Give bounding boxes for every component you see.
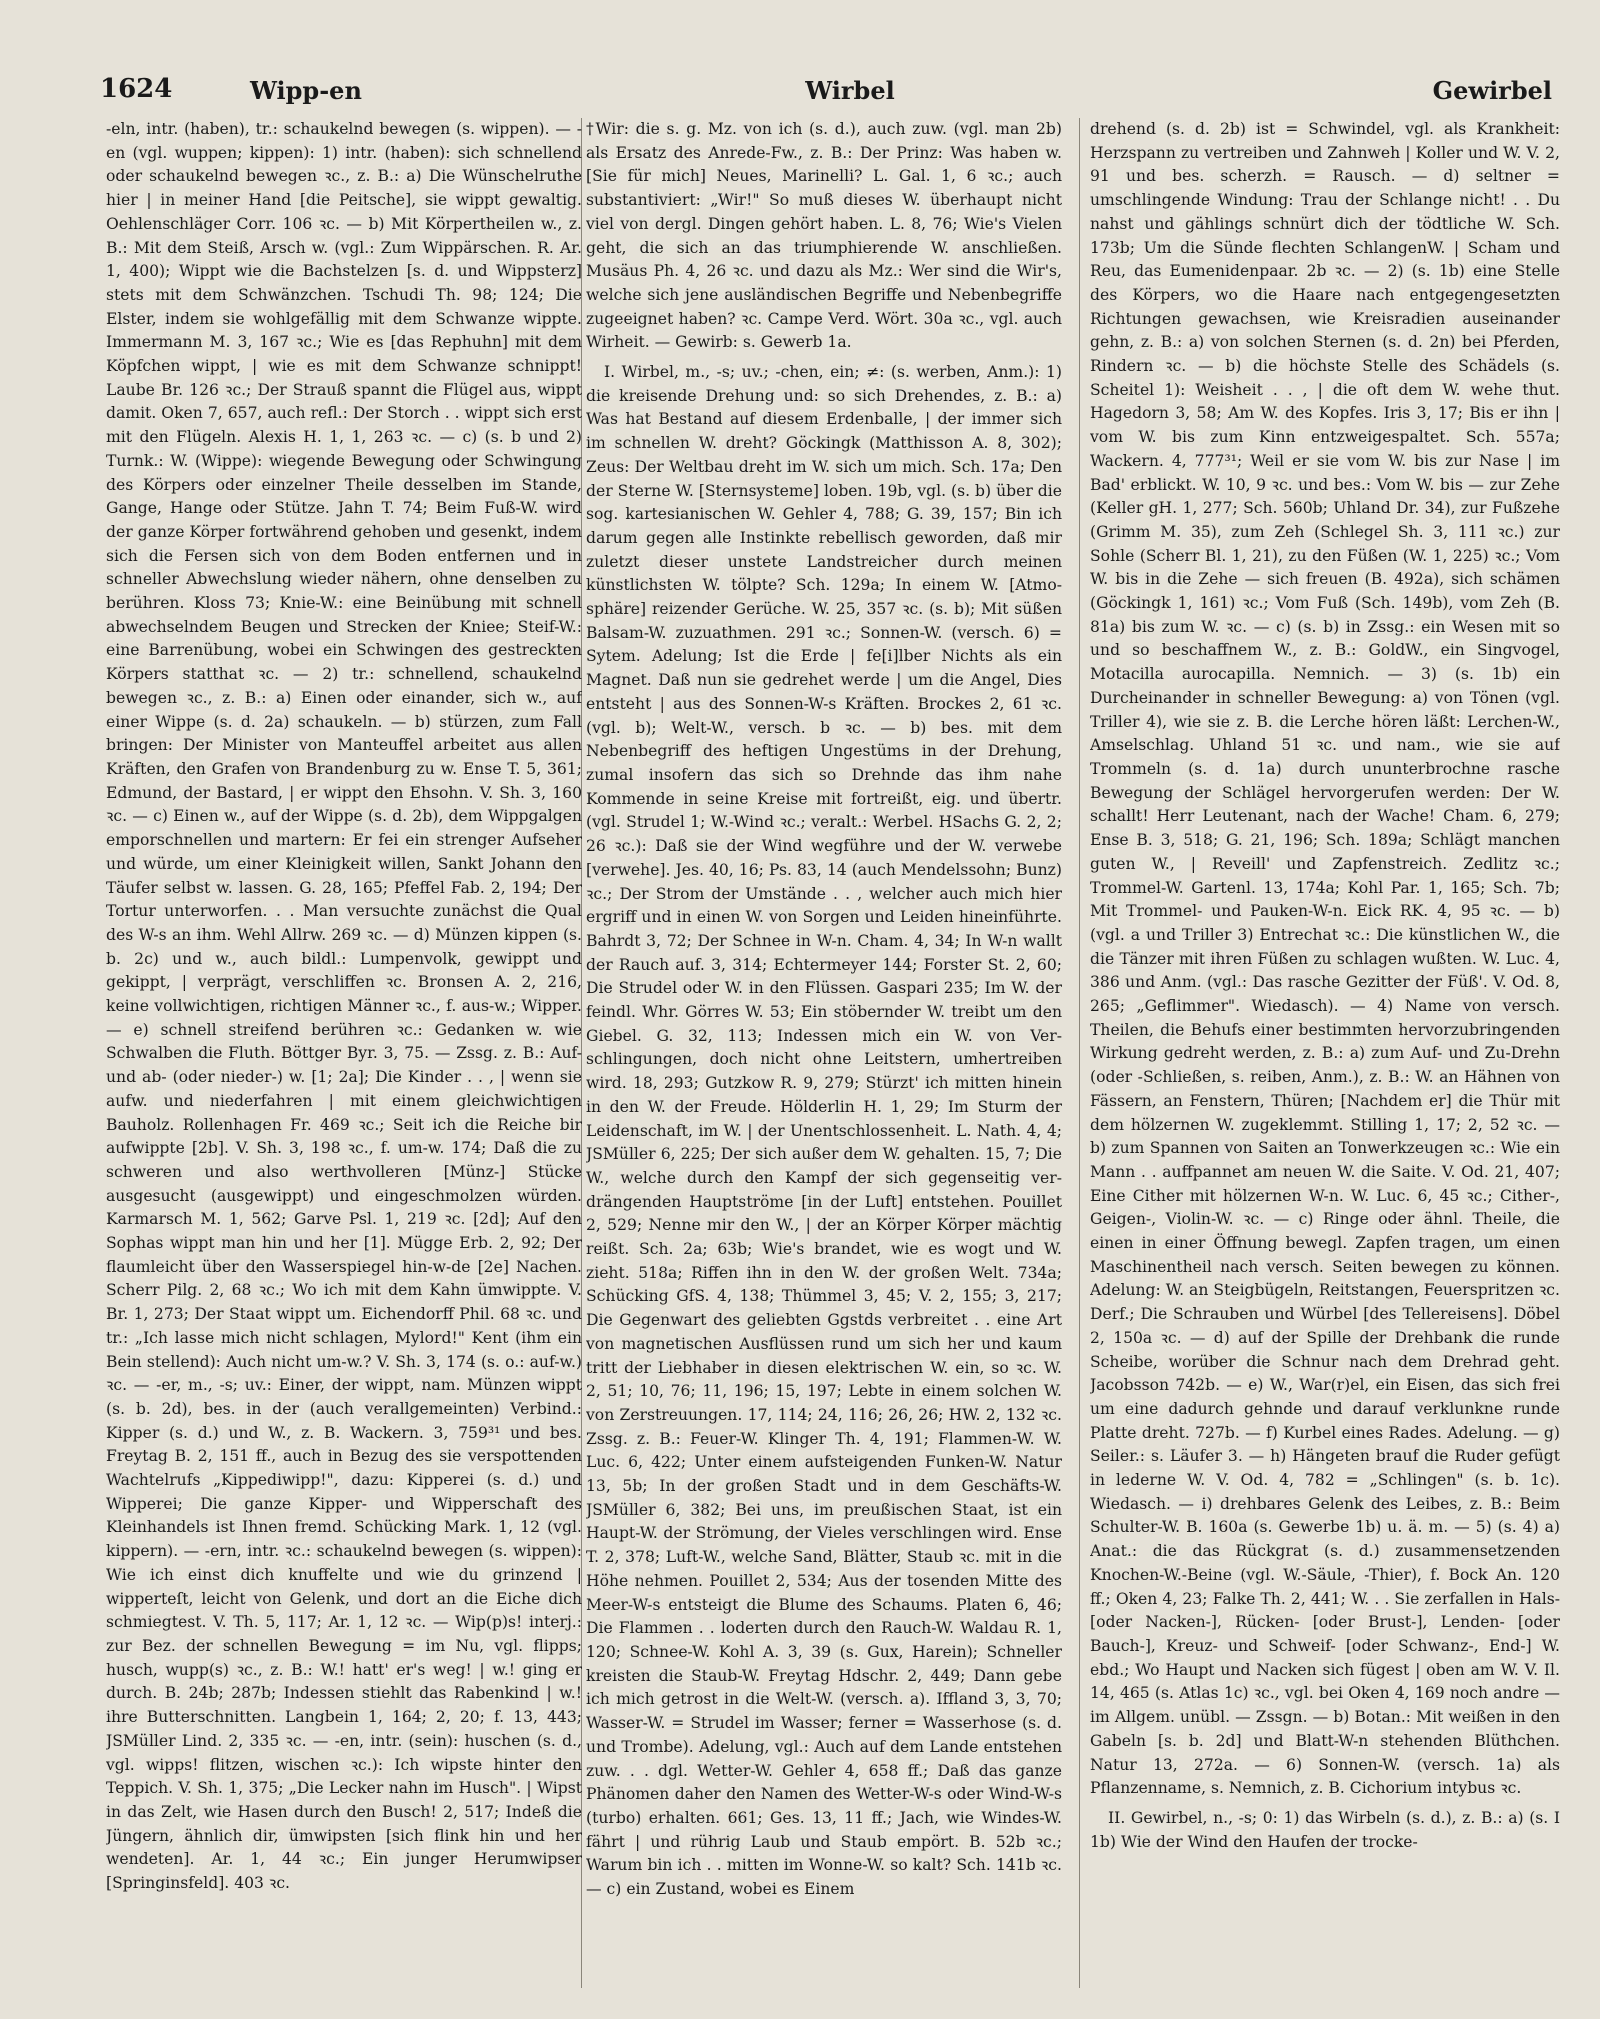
column-divider-right	[1079, 118, 1080, 1988]
column-left	[106, 118, 582, 1998]
page-header	[100, 74, 1560, 114]
entry-text: II. Gewirbel, n., -s; 0: 1) das Wirbeln (s. d.), z. B.: a) (s. I 1b) Wie der Wind den Haufen der trocke-	[1090, 1808, 1560, 1851]
center-catchword: Wirbel	[805, 76, 895, 105]
entry-text: drehend (s. d. 2b) ist = Schwindel, vgl. als Krankheit: Herzspann zu vertreiben und Zahnweh | Koller und W. V. 2, 91 und bes. scherzh. = Rausch. — d) seltner = umschlingende Windung: Trau der Schlange nicht! . . Du nahst und gählings schnürt dich der tödtliche W. Sch. 173b; Um die Sünde flechten SchlangenW. | Scham und Reu, das Eumenidenpaar. 2b ꝛc. — 2) (s. 1b) eine Stelle des Körpers, wo die Haare nach entgegengesetzten Richtungen gewachsen, wie Kreisradien auseinander gehn, z. B.: a) von solchen Sternen (s. d. 2n) bei Pferden, Rindern ꝛc. — b) die höchste Stelle des Schädels (s. Scheitel 1): Weisheit . . , | die oft dem W. wehe thut. Hagedorn 3, 58; Am W. des Kopfes. Iris 3, 17; Bis er ihn | vom W. bis zum Kinn entzweigespaltet. Sch. 557a; Wackern. 4, 777³¹; Weil er sie vom W. bis zur Nase | im Bad' erblickt. W. 10, 9 ꝛc. und bes.: Vom W. bis — zur Zehe (Keller gH. 1, 277; Sch. 560b; Uhland Dr. 34), zur Fußzehe (Grimm M. 35), zum Zeh (Schlegel Sh. 3, 111 ꝛc.) zur Sohle (Scherr Bl. 1, 21), zu den Füßen (W. 1, 225) ꝛc.; Vom W. bis in die Zehe — sich freuen (B. 492a), sich schämen (Göckingk 1, 161) ꝛc.; Vom Fuß (Sch. 149b), vom Zeh (B. 81a) bis zum W. ꝛc. — c) (s. b) in Zssg.: ein Wesen mit so und so beschaffnem W., z. B.: GoldW., ein Singvogel, Motacilla aurocapilla. Nemnich. — 3) (s. 1b) ein Durcheinander in schneller Bewegung: a) von Tönen (vgl. Triller 4), wie sie z. B. die Lerche hören läßt: Lerchen-W., Amselschlag. Uhland 51 ꝛc. und nam., wie sie auf Trommeln (s. d. 1a) durch ununterbrochne rasche Bewegung der Schlägel hervorgerufen werden: Der W. schallt! Herr Leutenant, nach der Wache! Cham. 6, 279; Ense B. 3, 518; G. 21, 196; Sch. 189a; Schlägt manchen guten W., | Reveill' und Zapfenstreich. Zedlitz ꝛc.; Trommel-W. Gartenl. 13, 174a; Kohl Par. 1, 165; Sch. 7b; Mit Trommel- und Pauken-W-n. Eick RK. 4, 95 ꝛc. — b) (vgl. a und Triller 3) Entrechat ꝛc.: Die künstlichen W., die die Tänzer mit ihren Füßen zu schlagen wußten. W. Luc. 4, 386 und Anm. (vgl.: Das rasche Gezitter der Füß'. V. Od. 8, 265; „Geflimmer". Wiedasch). — 4) Name von versch. Theilen, die Behufs einer bestimmten hervorzubringenden Wirkung gedreht werden, z. B.: a) zum Auf- und Zu-Drehn (oder -Schließen, s. reiben, Anm.), z. B.: W. an Hähnen von Fässern, an Fenstern, Thüren; [Nachdem er] die Thür mit dem hölzernen W. zugeklemmt. Stilling 1, 17; 2, 52 ꝛc. — b) zum Spannen von Saiten an Tonwerkzeugen ꝛc.: Wie ein Mann . . auffpannet am neuen W. die Saite. V. Od. 21, 407; Eine Cither mit hölzernen W-n. W. Luc. 6, 45 ꝛc.; Cither-, Geigen-, Violin-W. ꝛc. — c) Ringe oder ähnl. Theile, die einen in einer Öffnung bewegl. Zapfen tragen, um einen Maschinentheil nach versch. Seiten bewegen zu können. Adelung: W. an Steigbügeln, Reitstangen, Feuerspritzen ꝛc. Derf.; Die Schrauben und Würbel [des Tellereisens]. Döbel 2, 150a ꝛc. — d) auf der Spille der Drehbank die runde Scheibe, worüber die Schnur nach dem Drehrad geht. Jacobsson 742b. — e) W., War(r)el, ein Eisen, das sich frei um eine dadurch gehnde und darauf verklunkne runde Platte dreht. 727b. — f) Kurbel eines Rades. Adelung. — g) Seiler.: s. Läufer 3. — h) Hängeten brauf die Ruder gefügt in lederne W. V. Od. 4, 782 = „Schlingen" (s. b. 1c). Wiedasch. — i) drehbares Gelenk des Leibes, z. B.: Beim Schulter-W. B. 160a (s. Gewerbe 1b) u. ä. m. — 5) (s. 4) a) Anat.: die das Rückgrat (s. d.) zusammensetzenden Knochen-W.-Beine (vgl. W.-Säule, -Thier), f. Bock An. 120 ff.; Oken 4, 23; Falke Th. 2, 441; W. . . Sie zerfallen in Hals- [oder Nacken-], Rücken- [oder Brust-], Lenden- [oder Bauch-], Kreuz- und Schweif- [oder Schwanz-, End-] W. ebd.; Wo Haupt und Nacken sich fügest | oben am W. V. Il. 14, 465 (s. Atlas 1c) ꝛc., vgl. bei Oken 4, 169 noch andre — im Allgem. unübl. — Zssgn. — b) Botan.: Mit weißen in den Gabeln [s. b. 2d] und Blatt-W-n stehenden Blüthchen. Natur 13, 272a. — 6) Sonnen-W. (versch. 1a) als Pflanzenname, s. Nemnich, z. B. Cichorium intybus ꝛc.	[1090, 120, 1560, 1798]
entry-text: I. Wirbel, m., -s; uv.; -chen, ein; ≠: (s. werben, Anm.): 1) die kreisende Drehung und: so sich Drehendes, z. B.: a) Was hat Bestand auf diesem Erdenballe, | der immer sich im schnellen W. dreht? Göckingk (Matthisson A. 8, 302); Zeus: Der Weltbau dreht im W. sich um mich. Sch. 17a; Den der Sterne W. [Sternsysteme] loben. 19b, vgl. (s. b) über die sog. kartesianischen W. Gehler 4, 788; G. 39, 157; Bin ich darum gegen alle Instinkte rebellisch geworden, daß mir zuletzt dieser unstete Landstreicher durch meinen künstlichsten W. tölpte? Sch. 129a; In einem W. [Atmosphäre] reizender Gerüche. W. 25, 357 ꝛc. (s. b); Mit süßen Balsam-W. zuzuathmen. 291 ꝛc.; Sonnen-W. (versch. 6) = Sytem. Adelung; Ist die Erde | fe[i]lber Nichts als ein Magnet. Daß nun sie gedrehet werde | um die Angel, Dies entsteht | aus des Sonnen-W-s Kräften. Brockes 2, 61 ꝛc. (vgl. b); Welt-W., versch. b ꝛc. — b) bes. mit dem Nebenbegriff des heftigen Ungestüms in der Drehung, zumal insofern das sich so Drehnde das ihm nahe Kommende in seine Kreise mit fortreißt, eig. und übertr. (vgl. Strudel 1; W.-Wind ꝛc.; veralt.: Werbel. HSachs G. 2, 2; 26 ꝛc.): Daß sie der Wind wegführe und der W. verwebe [verwehe]. Jes. 40, 16; Ps. 83, 14 (auch Mendelssohn; Bunz) ꝛc.; Der Strom der Umstände . . , welcher auch mich hier ergriff und in einen W. von Sorgen und Leiden hineinführte. Bahrdt 3, 72; Der Schnee in W-n. Cham. 4, 34; In W-n wallt der Rauch auf. 3, 314; Echtermeyer 144; Forster St. 2, 60; Die Strudel oder W. in den Flüssen. Gaspari 235; Im W. der feindl. Whr. Görres W. 53; Ein stöbernder W. treibt um den Giebel. G. 32, 113; Indessen mich ein W. von Verschlingungen, doch nicht ohne Leitstern, umhertreiben wird. 18, 293; Gutzkow R. 9, 279; Stürzt' ich mitten hinein in den W. der Freude. Hölderlin H. 1, 29; Im Sturm der Leidenschaft, im W. | der Unentschlossenheit. L. Nath. 4, 4; JSMüller 6, 225; Der sich außer dem W. gehalten. 15, 7; Die W., welche durch den Kampf der sich gegenseitig verdrängenden Hauptströme [in der Luft] entstehen. Pouillet 2, 529; Nenne mir den W., | der an Körper Körper mächtig reißt. Sch. 2a; 63b; Wie's brandet, wie es wogt und W. zieht. 518a; Riffen ihn in den W. der großen Welt. 734a; Schücking GfS. 4, 138; Thümmel 3, 45; V. 2, 155; 3, 217; Die Gegenwart des geliebten Ggstds verbreitet . . eine Art von magnetischen Ausflüssen rund um sich her und kaum tritt der Liebhaber in diesen elektrischen W. ein, so ꝛc. W. 2, 51; 10, 76; 11, 196; 15, 197; Lebte in einem solchen W. von Zerstreuungen. 17, 114; 24, 116; 26, 26; HW. 2, 132 ꝛc. Zssg. z. B.: Feuer-W. Klinger Th. 4, 191; Flammen-W. W. Luc. 6, 422; Unter einem aufsteigenden Funken-W. Natur 13, 5b; In der großen Stadt und in dem Geschäfts-W. JSMüller 6, 382; Bei uns, im preußischen Staat, ist ein Haupt-W. der Strömung, der Vieles verschlingen wird. Ense T. 2, 378; Luft-W., welche Sand, Blätter, Staub ꝛc. mit in die Höhe nehmen. Pouillet 2, 534; Aus der tosenden Mitte des Meer-W-s entsteigt die Blume des Schaums. Platen 6, 46; Die Flammen . . loderten durch den Rauch-W. Waldau R. 1, 120; Schnee-W. Kohl A. 3, 39 (s. Gux, Harein); Schneller kreisten die Staub-W. Freytag Hdschr. 2, 449; Dann gebe ich mich getrost in die Welt-W. (versch. a). Iffland 3, 3, 70; Wasser-W. = Strudel im Wasser; ferner = Wasserhose (s. d. und Trombe). Adelung, vgl.: Auch auf dem Lande entstehen zuw. . . dgl. Wetter-W. Gehler 4, 658 ff.; Daß das ganze Phänomen daher den Namen des Wetter-W-s oder Wind-W-s (turbo) erhalten. 661; Ges. 13, 11 ff.; Jach, wie Windes-W. fährt | und rührig Laub und Staub empört. B. 52b ꝛc.; Warum bin ich . . mitten im Wonne-W. so kalt? Sch. 141b ꝛc. — c) ein Zustand, wobei es Einem	[586, 363, 1062, 1899]
right-catchword: Gewirbel	[1432, 76, 1552, 105]
page-number: 1624	[100, 74, 173, 104]
column-middle	[586, 118, 1062, 1998]
entry-text: †Wir: die s. g. Mz. von ich (s. d.), auch zuw. (vgl. man 2b) als Ersatz des Anrede-Fw., z. B.: Der Prinz: Was haben w. [Sie für mich] Neues, Marinelli? L. Gal. 1, 6 ꝛc.; auch substantiviert: „Wir!" So muß dieses W. überhaupt nicht viel von dergl. Dingen gehört haben. L. 8, 76; Wie's Vielen geht, die sich an das triumphierende W. anschließen. Musäus Ph. 4, 26 ꝛc. und dazu als Mz.: Wer sind die Wir's, welche sich jene ausländischen Begriffe und Nebenbegriffe zugeeignet haben? ꝛc. Campe Verd. Wört. 30a ꝛc., vgl. auch Wirheit. — Gewirb: s. Gewerb 1a.	[586, 120, 1062, 352]
column-right	[1090, 118, 1560, 1998]
entry-text: -eln, intr. (haben), tr.: schaukelnd bewegen (s. wippen). — -en (vgl. wuppen; kippen): 1) intr. (haben): sich schnellend oder schaukelnd bewegen ꝛc., z. B.: a) Die Wünschelruthe hier | in meiner Hand [die Peitsche], sie wippt gewaltig. Oehlenschläger Corr. 106 ꝛc. — b) Mit Körpertheilen w., z. B.: Mit dem Steiß, Arsch w. (vgl.: Zum Wippärschen. R. Ar. 1, 400); Wippt wie die Bachstelzen [s. d. und Wippsterz] stets mit dem Schwänzchen. Tschudi Th. 98; 124; Die Elster, indem sie wohlgefällig mit dem Schwanze wippte. Immermann M. 3, 167 ꝛc.; Wie es [das Rephuhn] mit dem Köpfchen wippt, | wie es mit dem Schwanze schnippt! Laube Br. 126 ꝛc.; Der Strauß spannt die Flügel aus, wippt damit. Oken 7, 657, auch refl.: Der Storch . . wippt sich erst mit den Flügeln. Alexis H. 1, 1, 263 ꝛc. — c) (s. b und 2) Turnk.: W. (Wippe): wiegende Bewegung oder Schwingung des Körpers oder einzelner Theile desselben im Stande, Gange, Hange oder Stütze. Jahn T. 74; Beim Fuß-W. wird der ganze Körper fortwährend gehoben und gesenkt, indem sich die Fersen sich von dem Boden entfernen und in schneller Abwechslung wieder nähern, ohne denselben zu berühren. Kloss 73; Knie-W.: eine Beinübung mit schnell abwechselndem Beugen und Strecken der Kniee; Steif-W.: eine Barrenübung, wobei ein Schwingen des gestreckten Körpers statthat ꝛc. — 2) tr.: schnellend, schaukelnd bewegen ꝛc., z. B.: a) Einen oder einander, sich w., auf einer Wippe (s. d. 2a) schaukeln. — b) stürzen, zum Fall bringen: Der Minister von Manteuffel arbeitet aus allen Kräften, den Grafen von Brandenburg zu w. Ense T. 5, 361; Edmund, der Bastard, | er wippt den Ehsohn. V. Sh. 3, 160 ꝛc. — c) Einen w., auf der Wippe (s. d. 2b), dem Wippgalgen emporschnellen und martern: Er fei ein strenger Aufseher und würde, um einer Kleinigkeit willen, Sankt Johann den Täufer selbst w. lassen. G. 28, 165; Pfeffel Fab. 2, 194; Der Tortur unterworfen. . . Man versuchte zunächst die Qual des W-s an ihm. Wehl Allrw. 269 ꝛc. — d) Münzen kippen (s. b. 2c) und w., auch bildl.: Lumpenvolk, gewippt und gekippt, | verprägt, verschliffen ꝛc. Bronsen A. 2, 216, keine vollwichtigen, richtigen Männer ꝛc., f. aus-w.; Wipper. — e) schnell streifend berühren ꝛc.: Gedanken w. wie Schwalben die Fluth. Böttger Byr. 3, 75. — Zssg. z. B.: Auf- und ab- (oder nieder-) w. [1; 2a]; Die Kinder . . , | wenn sie aufw. und niederfahren | mit einem gleichwichtigen Bauholz. Rollenhagen Fr. 469 ꝛc.; Seit ich die Reiche bir aufwippte [2b]. V. Sh. 3, 198 ꝛc., f. um-w. 174; Daß die zu schweren und also werthvolleren [Münz-] Stücke ausgesucht (ausgewippt) und eingeschmolzen würden. Karmarsch M. 1, 562; Garve Psl. 1, 219 ꝛc. [2d]; Auf den Sophas wippt man hin und her [1]. Mügge Erb. 2, 92; Der flaumleicht über den Wasserspiegel hin-w-de [2e] Nachen. Scherr Pilg. 2, 68 ꝛc.; Wo ich mit dem Kahn ümwippte. V. Br. 1, 273; Der Staat wippt um. Eichendorff Phil. 68 ꝛc. und tr.: „Ich lasse mich nicht schlagen, Mylord!" Kent (ihm ein Bein stellend): Auch nicht um-w.? V. Sh. 3, 174 (s. o.: auf-w.) ꝛc. — -er, m., -s; uv.: Einer, der wippt, nam. Münzen wippt (s. b. 2d), bes. in der (auch verallgemeinten) Verbind.: Kipper (s. d.) und W., z. B. Wackern. 3, 759³¹ und bes. Freytag B. 2, 151 ff., auch in Bezug des sie verspottenden Wachtelrufs „Kippediwipp!", dazu: Kipperei (s. d.) und Wipperei; Die ganze Kipper- und Wipperschaft des Kleinhandels ist Ihnen fremd. Schücking Mark. 1, 12 (vgl. kippern). — -ern, intr. ꝛc.: schaukelnd bewegen (s. wippen): Wie ich einst dich knuffelte und wie du grinzend | wipperteſt, leicht von Gelenk, und dort an die Eiche dich schmiegtest. V. Th. 5, 117; Ar. 1, 12 ꝛc. — Wip(p)s! interj.: zur Bez. der schnellen Bewegung = im Nu, vgl. flipps; husch, wupp(s) ꝛc., z. B.: W.! hatt' er's weg! | w.! ging er durch. B. 24b; 287b; Indessen stiehlt das Rabenkind | w.! ihre Butterschnitten. Langbein 1, 164; 2, 20; f. 13, 443; JSMüller Lind. 2, 335 ꝛc. — -en, intr. (sein): huschen (s. d., vgl. wipps! flitzen, wischen ꝛc.): Ich wipste hinter den Teppich. V. Sh. 1, 375; „Die Lecker nahn im Husch". | Wipst in das Zelt, wie Hasen durch den Busch! 2, 517; Indeß die Jüngern, ähnlich dir, ümwipsten [sich flink hin und her wendeten]. Ar. 1, 44 ꝛc.; Ein junger Herumwipser [Springinsfeld]. 403 ꝛc.	[106, 120, 582, 1893]
left-catchword: Wipp-en	[250, 76, 362, 105]
